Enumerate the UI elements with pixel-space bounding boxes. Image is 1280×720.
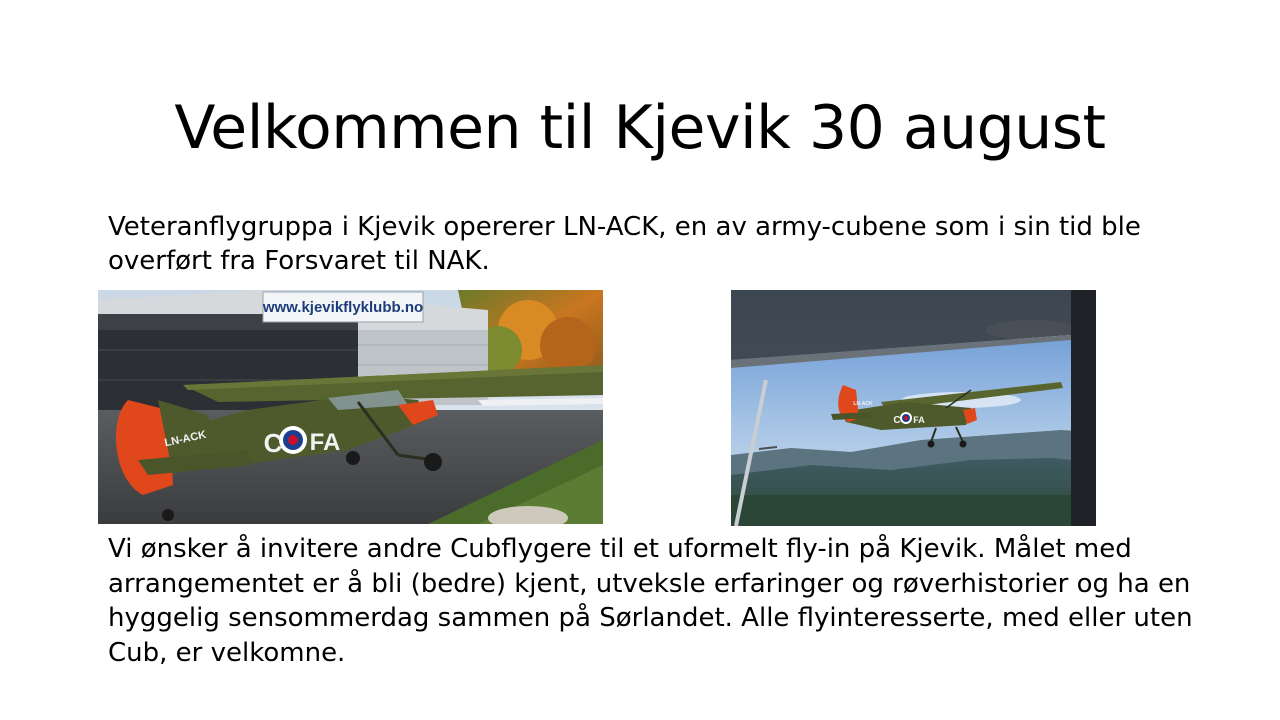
flight-registration: LN-ACK [853,401,873,407]
aircraft-registration: LN-ACK [163,428,208,450]
slide-title: Velkommen til Kjevik 30 august [174,93,1106,163]
photo-aircraft-in-flight [731,290,1096,526]
body-text: Vi ønsker å invitere andre Cubflygere til et uformelt fly-in på Kjevik. Målet med arrangementet er å bli (bedre) kjent, utveksle erfaringer og røverhistorier og ha en hyggelig sensommerdag sammen på Sørlandet. Alle flyinteresserte, med eller uten Cub, er velkomne. [108,534,1193,668]
aircraft-code-left: C [263,428,283,458]
photo-aircraft-hangar [98,290,603,524]
intro-text: Veteranflygruppa i Kjevik opererer LN-ACK, en av army-cubene som i sin tid ble overført fra Forsvaret til NAK. [108,212,1141,276]
flight-code-right: FA [913,415,925,425]
flight-code-left: C [893,415,901,426]
hangar-sign-text: www.kjevikflyklubb.no [262,299,424,316]
aircraft-code-right: FA [309,429,341,456]
